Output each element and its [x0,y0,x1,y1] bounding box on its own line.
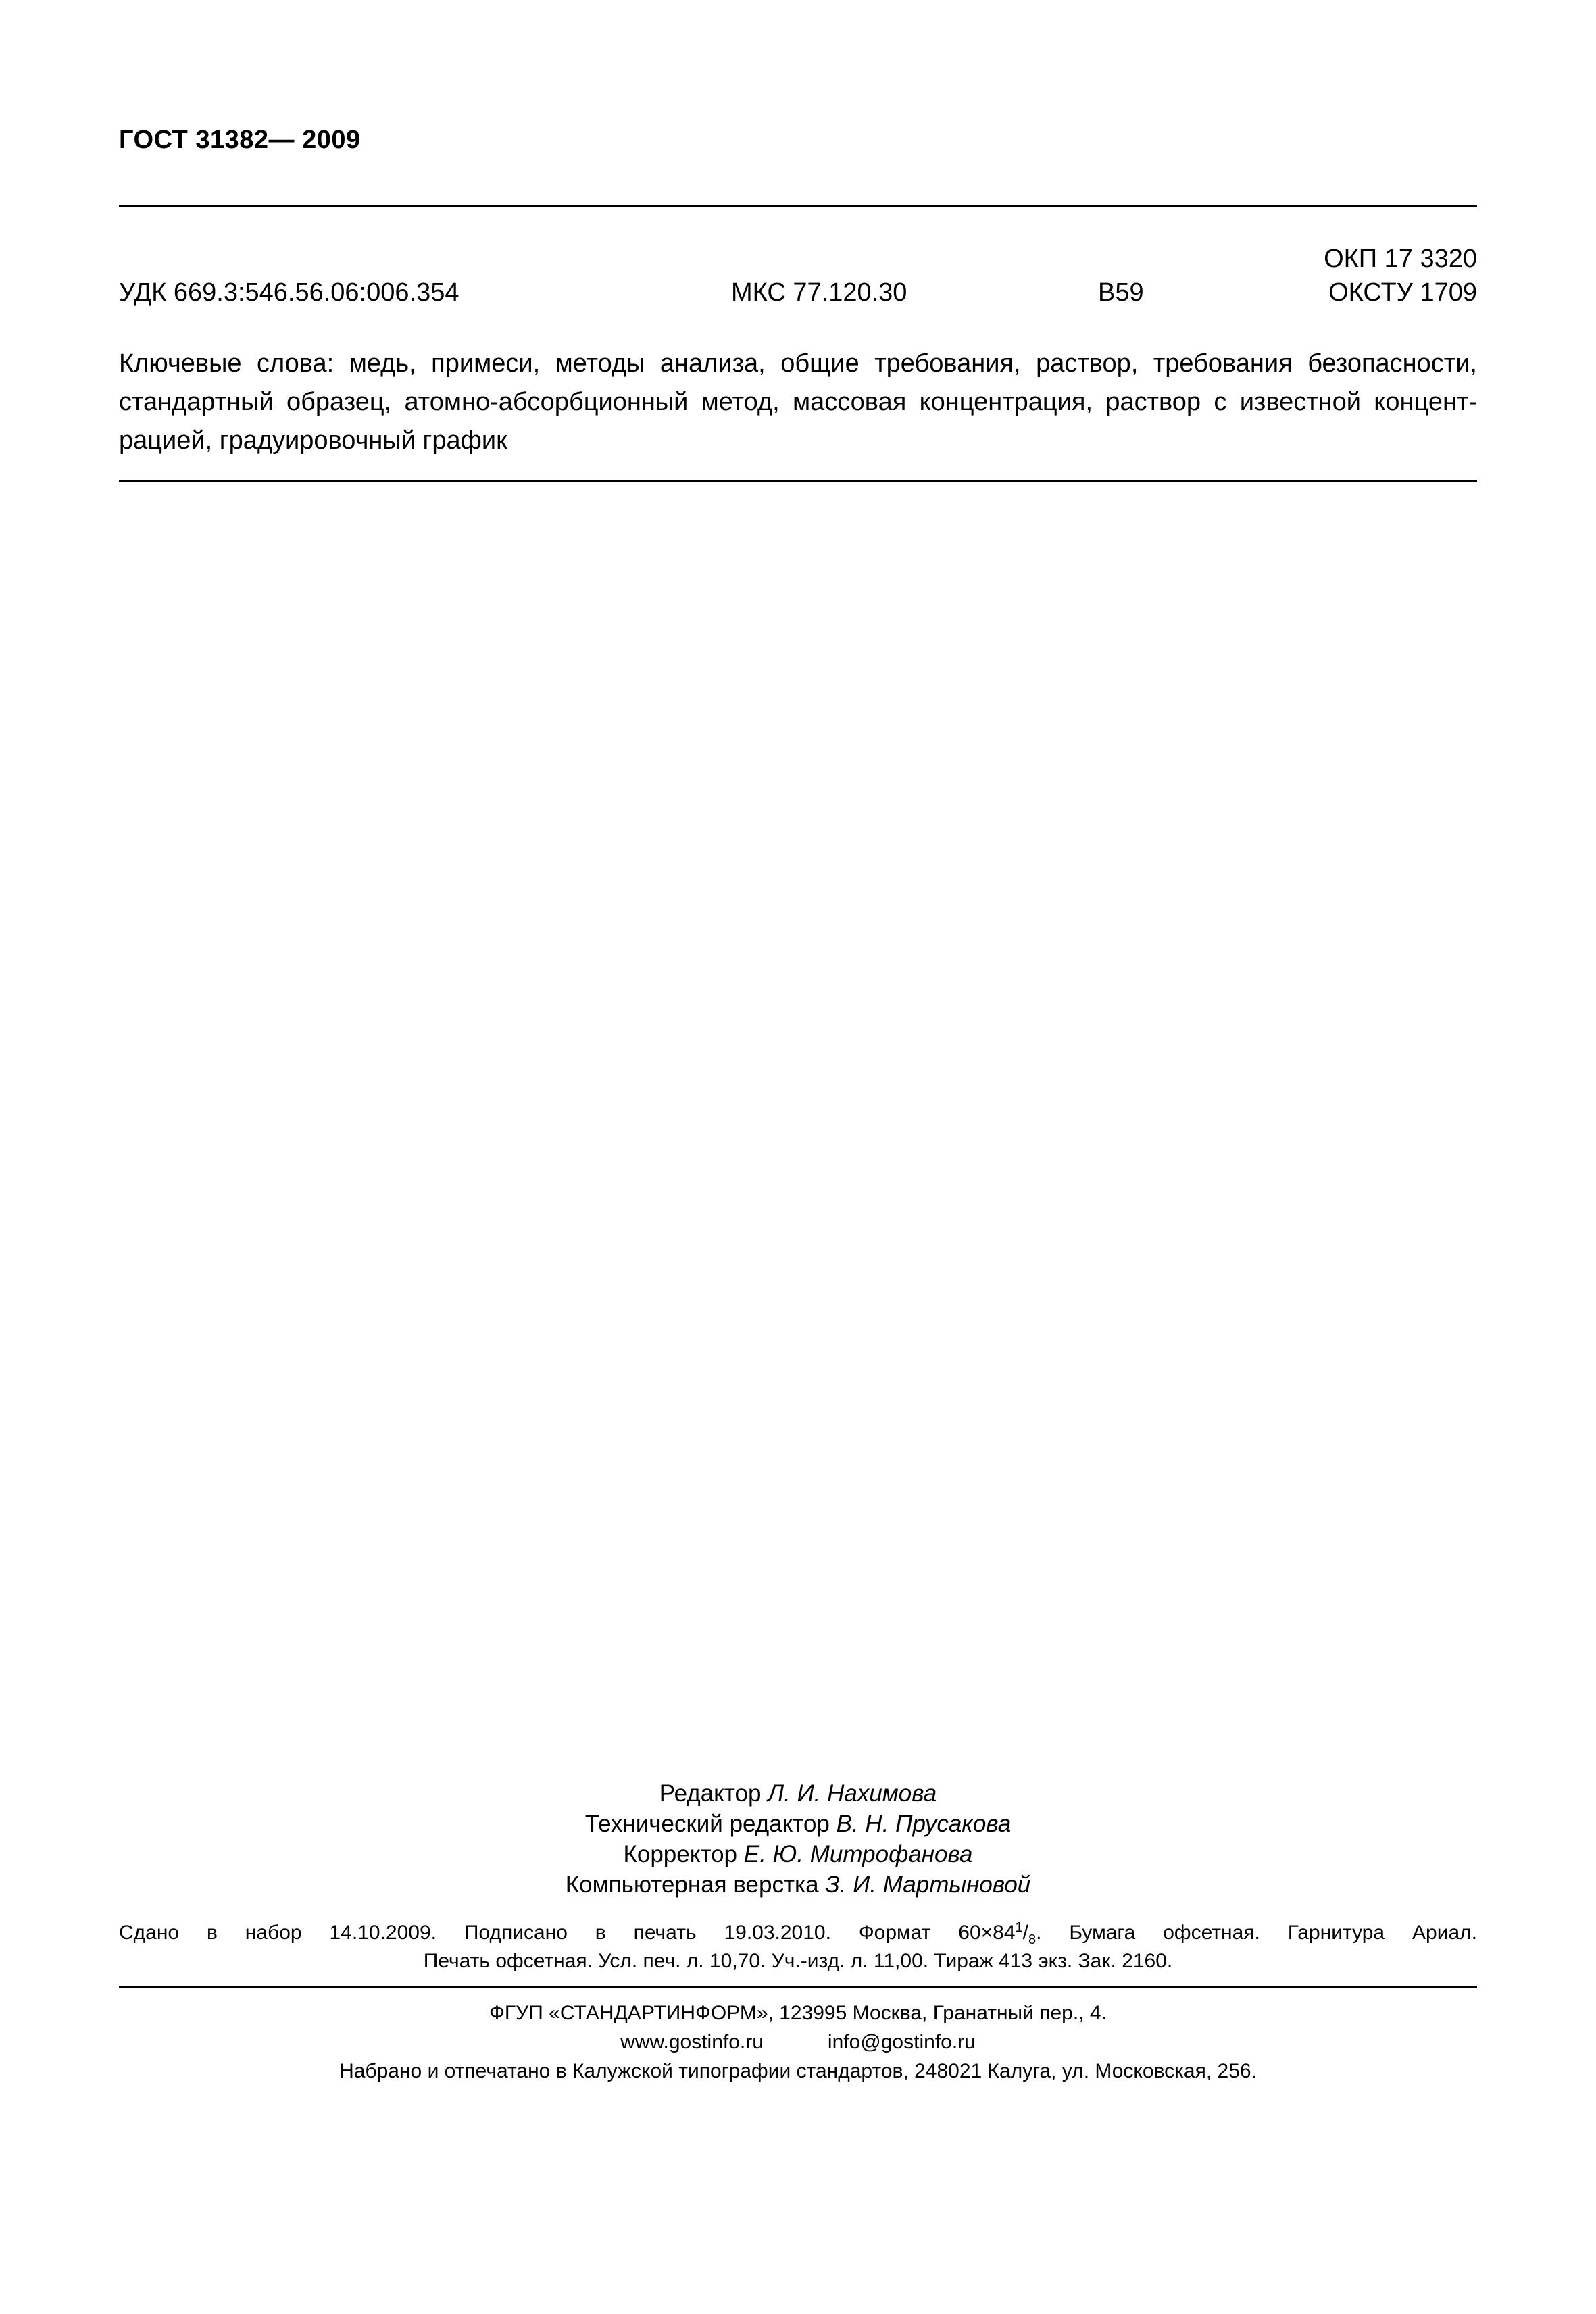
corrector-label: Корректор [623,1841,738,1867]
layout-row [119,1869,1477,1900]
group-code: В59 [1098,278,1144,307]
layout-name: З. И. Мартыновой [825,1871,1031,1898]
publisher-block [119,1998,1477,2086]
paper-info: Бумага офсетная. [1069,1921,1260,1944]
udk-code: УДК 669.3:546.56.06:006.354 [119,278,459,307]
website-link[interactable]: www.gostinfo.ru [620,2031,764,2053]
tech-editor-name: В. Н. Прусакова [836,1811,1012,1837]
typeface-info: Гарнитура Ариал. [1287,1921,1477,1944]
standard-number: ГОСТ 31382— 2009 [119,126,361,154]
corrector-name: Е. Ю. Митрофанова [743,1841,973,1867]
submitted-date: Сдано в набор 14.10.2009. [119,1921,437,1944]
editor-name: Л. И. Нахимова [768,1780,937,1807]
tech-editor-label: Технический редактор [584,1811,830,1837]
editor-row [119,1778,1477,1809]
credits-block [119,1778,1477,1900]
email-link[interactable]: info@gostinfo.ru [827,2031,976,2053]
layout-label: Компьютерная верстка [565,1871,819,1898]
keywords-block [119,345,1477,460]
keywords-divider [119,480,1477,482]
mks-code: МКС 77.120.30 [731,278,907,307]
editor-label: Редактор [659,1780,762,1807]
top-divider [119,205,1477,207]
okstu-code: ОКСТУ 1709 [1328,278,1477,307]
imprint-divider [119,1986,1477,1988]
format-info: Формат $60\times 84^1/_8$. [858,1920,1042,1947]
keywords-line: рацией, градуировочный график [119,426,507,455]
publisher-address: ФГУП «СТАНДАРТИНФОРМ», 123995 Москва, Гранатный пер., 4. [489,2002,1107,2024]
imprint-block [119,1919,1477,1976]
corrector-row [119,1839,1477,1869]
imprint-line-2: Печать офсетная. Усл. печ. л. 10,70. Уч.-изд. л. 11,00. Тираж 413 экз. Зак. 2160. [423,1950,1173,1972]
keywords-line: стандартный образец, атомно-абсорбционный метод, массовая концентрация, раствор с известной концент- [119,388,1477,416]
tech-editor-row [119,1809,1477,1839]
imprint-line [119,1919,1477,1947]
keywords-line: Ключевые слова: медь, примеси, методы анализа, общие требования, раствор, требования безопасности, [119,349,1477,378]
signed-date: Подписано в печать 19.03.2010. [464,1921,831,1944]
publisher-contacts [119,2028,1477,2057]
printer-info: Набрано и отпечатано в Калужской типографии стандартов, 248021 Калуга, ул. Московская, 256. [339,2060,1257,2082]
okp-code: ОКП 17 3320 [1324,245,1477,273]
